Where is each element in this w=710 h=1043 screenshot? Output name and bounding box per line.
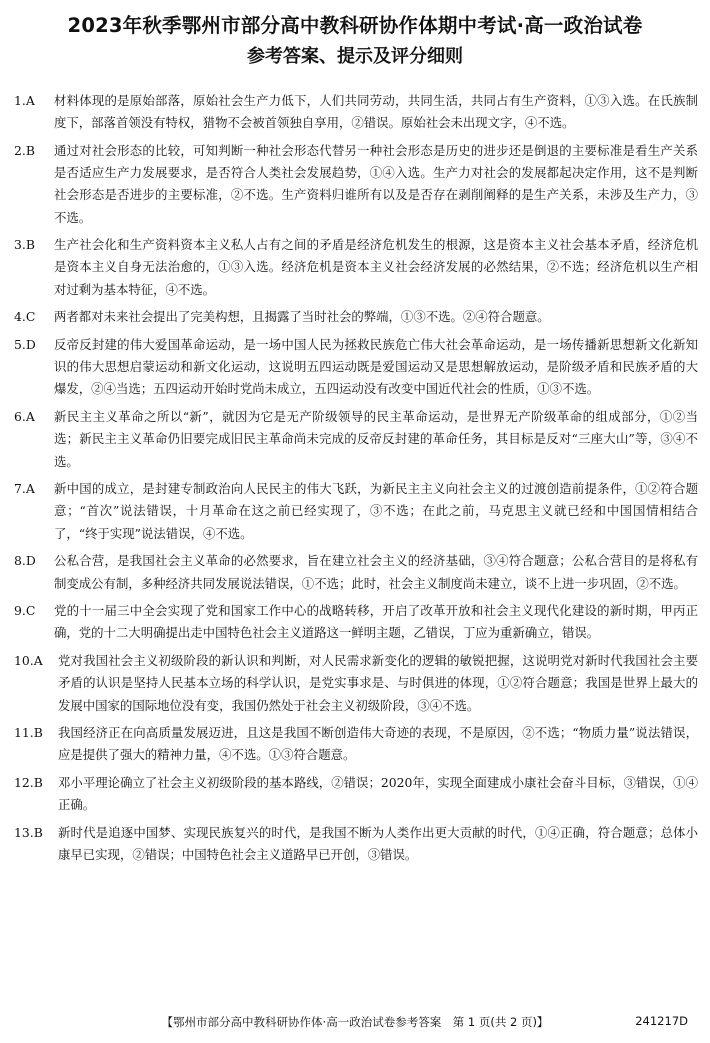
answer-item bbox=[14, 822, 698, 866]
answer-item bbox=[14, 306, 698, 328]
answer-key bbox=[14, 334, 36, 356]
question-number: 13. bbox=[14, 825, 34, 841]
answer-explanation: 通过对社会形态的比较，可知判断一种社会形态代替另一种社会形态是历史的进步还是倒退的主要标准是看生产关系是否适应生产力发展要求，是否符合人类社会发展趋势，①④入选。生产力对社会的发展都起决定作用，这不是判断社会形态是否进步的主要标准，②不选。生产资料归谁所有以及是否存在剥削阐释的是生产关系，未涉及生产力，③不选。 bbox=[54, 142, 698, 225]
answer-key bbox=[14, 822, 43, 844]
answer-item bbox=[14, 650, 698, 717]
answer-explanation: 两者都对未来社会提出了完美构想，且揭露了当时社会的弊端，①③不选。②④符合题意。 bbox=[54, 309, 550, 325]
question-number: 3. bbox=[14, 237, 26, 253]
question-number: 11. bbox=[14, 725, 34, 741]
answer-item bbox=[14, 550, 698, 594]
question-number: 10. bbox=[14, 653, 34, 669]
answer-item bbox=[14, 722, 698, 766]
answer-explanation: 邓小平理论确立了社会主义初级阶段的基本路线，②错误；2020年，实现全面建成小康社会奋斗目标，③错误，①④正确。 bbox=[58, 775, 698, 813]
answer-key bbox=[14, 478, 35, 500]
answer-explanation: 新民主主义革命之所以“新”，就因为它是无产阶级领导的民主革命运动，是世界无产阶级革命的组成部分，①②当选；新民主主义革命仍旧要完成旧民主革命尚未完成的反帝反封建的革命任务，其目标是反对“三座大山”等，③④不选。 bbox=[54, 409, 698, 469]
answer-key bbox=[14, 772, 43, 794]
answer-letter: C bbox=[25, 603, 36, 619]
answer-item bbox=[14, 406, 698, 473]
answer-letter: B bbox=[25, 142, 35, 158]
question-number: 7. bbox=[14, 481, 26, 497]
answer-letter: A bbox=[25, 481, 35, 497]
answer-explanation: 生产社会化和生产资料资本主义私人占有之间的矛盾是经济危机发生的根源，这是资本主义社会基本矛盾，经济危机是资本主义自身无法治愈的，①③入选。经济危机是资本主义社会经济发展的必然结果，②不选；经济危机以生产相对过剩为基本特征，④不选。 bbox=[54, 237, 698, 297]
page-subtitle: 参考答案、提示及评分细则 bbox=[247, 46, 463, 67]
answer-list bbox=[14, 90, 698, 872]
answer-item bbox=[14, 90, 698, 134]
answer-item bbox=[14, 234, 698, 301]
answer-item bbox=[14, 600, 698, 644]
answer-letter: A bbox=[25, 93, 35, 108]
answer-key bbox=[14, 550, 36, 572]
answer-letter: B bbox=[33, 775, 43, 791]
question-number: 8. bbox=[14, 553, 26, 569]
answer-key bbox=[14, 650, 43, 672]
question-number: 9. bbox=[14, 603, 26, 619]
answer-explanation: 党的十一届三中全会实现了党和国家工作中心的战略转移，开启了改革开放和社会主义现代化建设的新时期，甲丙正确，党的十二大明确提出走中国特色社会主义道路这一鲜明主题，乙错误，丁应为重新确立，错误。 bbox=[54, 603, 698, 641]
footer-code: 241217D bbox=[635, 1014, 688, 1028]
answer-item bbox=[14, 772, 698, 816]
answer-explanation: 党对我国社会主义初级阶段的新认识和判断，对人民需求新变化的逻辑的敏锐把握，这说明党对新时代我国社会主要矛盾的认识是坚持人民基本立场的科学认识，是党实事求是、与时俱进的体现，①②符合题意；我国是世界上最大的发展中国家的国际地位没有变，我国仍然处于社会主义初级阶段，③④不选。 bbox=[58, 653, 698, 713]
answer-item bbox=[14, 140, 698, 229]
answer-explanation: 我国经济正在向高质量发展迈进，且这是我国不断创造伟大奇迹的表现，不是原因，②不选；“物质力量”说法错误，应是提供了强大的精神力量，④不选。①③符合题意。 bbox=[58, 725, 698, 763]
answer-letter: D bbox=[25, 337, 36, 353]
answer-letter: A bbox=[33, 653, 43, 669]
question-number: 1. bbox=[14, 93, 26, 108]
answer-key bbox=[14, 600, 35, 622]
answer-explanation: 反帝反封建的伟大爱国革命运动，是一场中国人民为拯救民族危亡伟大社会革命运动，是一场传播新思想新文化新知识的伟大思想启蒙运动和新文化运动，这说明五四运动既是爱国运动又是思想解放运动，是阶级矛盾和民族矛盾的大爆发，②④当选；五四运动开始时党尚未成立，五四运动没有改变中国近代社会的性质，①③不选。 bbox=[54, 337, 698, 397]
answer-letter: B bbox=[25, 237, 35, 253]
answer-explanation: 新中国的成立，是封建专制政治向人民民主的伟大飞跃，为新民主主义向社会主义的过渡创造前提条件，①②符合题意；“首次”说法错误，十月革命在这之前已经实现了，③不选；在此之前，马克思主义就已经和中国国情相结合了，“终于实现”说法错误，④不选。 bbox=[54, 481, 698, 541]
question-number: 12. bbox=[14, 775, 34, 791]
answer-letter: B bbox=[33, 725, 43, 741]
answer-key bbox=[14, 306, 35, 328]
answer-key bbox=[14, 722, 43, 744]
question-number: 4. bbox=[14, 309, 26, 325]
question-number: 6. bbox=[14, 409, 26, 425]
answer-letter: A bbox=[25, 409, 35, 425]
answer-explanation: 公私合营，是我国社会主义革命的必然要求，旨在建立社会主义的经济基础，③④符合题意；公私合营目的是将私有制变成公有制，多种经济共同发展说法错误，①不选；此时，社会主义制度尚未建立，谈不上进一步巩固，②不选。 bbox=[54, 553, 698, 591]
answer-explanation: 材料体现的是原始部落，原始社会生产力低下，人们共同劳动，共同生活，共同占有生产资料，①③入选。在氏族制度下，部落首领没有特权，猎物不会被首领独自享用，②错误。原始社会未出现文字，④不选。 bbox=[54, 93, 698, 131]
answer-letter: D bbox=[25, 553, 36, 569]
answer-explanation: 新时代是追逐中国梦、实现民族复兴的时代，是我国不断为人类作出更大贡献的时代，①④正确，符合题意；总体小康早已实现，②错误；中国特色社会主义道路早已开创，③错误。 bbox=[58, 825, 698, 863]
answer-key bbox=[14, 234, 35, 256]
answer-key bbox=[14, 90, 35, 112]
answer-item bbox=[14, 334, 698, 401]
answer-key bbox=[14, 406, 35, 428]
answer-letter: C bbox=[25, 309, 36, 325]
question-number: 2. bbox=[14, 142, 26, 158]
answer-letter: B bbox=[33, 825, 43, 841]
answer-key bbox=[14, 140, 35, 162]
page-title: 2023年秋季鄂州市部分高中教科研协作体期中考试·高一政治试卷 bbox=[67, 14, 643, 37]
footer-text: 【鄂州市部分高中教科研协作体·高一政治试卷参考答案 第 1 页(共 2 页)】 bbox=[161, 1015, 549, 1029]
question-number: 5. bbox=[14, 337, 26, 353]
answer-item bbox=[14, 478, 698, 545]
